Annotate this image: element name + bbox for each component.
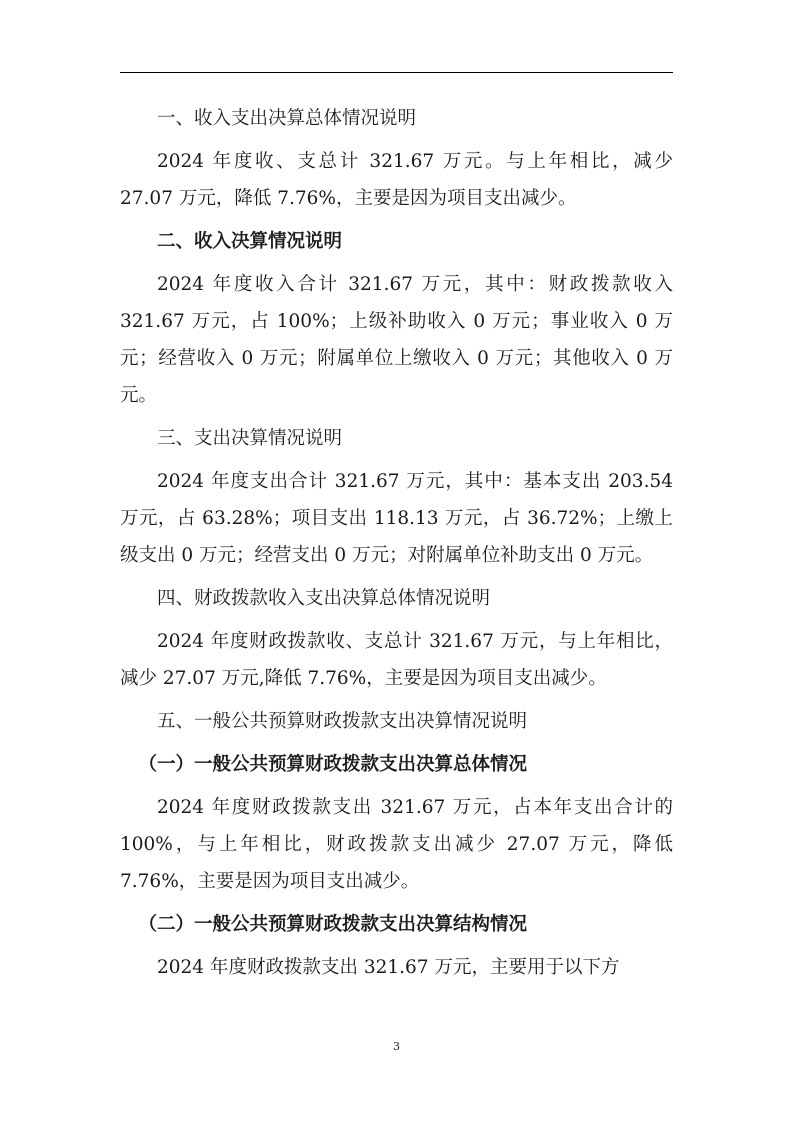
section-2-body: 2024 年度收入合计 321.67 万元，其中：财政拨款收入 321.67 万元，占 100%；上级补助收入 0 万元；事业收入 0 万元；经营收入 0 万元；附属单位上缴收入 0 万元；其他收入 0 万元。 — [120, 274, 673, 406]
section-2-title: 二、收入决算情况说明 — [157, 231, 343, 252]
section-1-title: 一、收入支出决算总体情况说明 — [157, 108, 417, 129]
section-5-title: 五、一般公共预算财政拨款支出决算情况说明 — [157, 711, 528, 732]
header-rule — [120, 72, 673, 73]
section-5-sub2-body: 2024 年度财政拨款支出 321.67 万元，主要用于以下方 — [157, 957, 620, 978]
section-4-body: 2024 年度财政拨款收、支总计 321.67 万元，与上年相比，减少 27.07 万元,降低 7.76%，主要是因为项目支出减少。 — [120, 631, 673, 689]
section-3-body: 2024 年度支出合计 321.67 万元，其中：基本支出 203.54 万元，占 63.28%；项目支出 118.13 万元，占 36.72%；上缴上级支出 0 万元；经营支出 0 万元；对附属单位补助支出 0 万元。 — [120, 471, 673, 566]
document-body — [120, 100, 673, 986]
page-number: 3 — [393, 1040, 400, 1053]
section-5-subtitle-2: （二）一般公共预算财政拨款支出决算结构情况 — [138, 914, 528, 935]
section-1-body: 2024 年度收、支总计 321.67 万元。与上年相比，减少 27.07 万元，降低 7.76%，主要是因为项目支出减少。 — [120, 151, 673, 209]
section-5-subtitle-1: （一）一般公共预算财政拨款支出决算总体情况 — [138, 754, 528, 775]
section-3-title: 三、支出决算情况说明 — [157, 428, 343, 449]
section-4-title: 四、财政拨款收入支出决算总体情况说明 — [157, 588, 491, 609]
section-5-sub1-body: 2024 年度财政拨款支出 321.67 万元，占本年支出合计的 100%，与上年相比，财政拨款支出减少 27.07 万元，降低 7.76%，主要是因为项目支出减少。 — [120, 797, 673, 892]
